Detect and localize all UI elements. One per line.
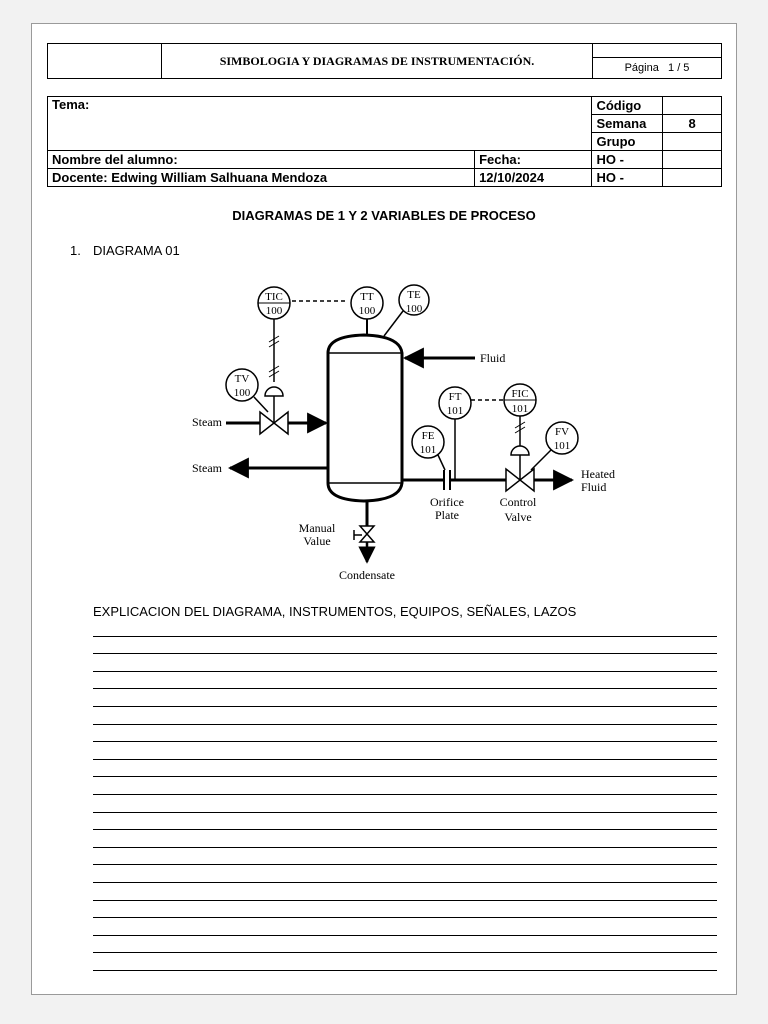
alumno-label: Nombre del alumno: [48, 151, 475, 169]
manual-label-2: Value [303, 534, 331, 548]
fic-instrument [504, 384, 536, 416]
tic-number: 100 [265, 305, 283, 317]
answer-line[interactable] [93, 795, 717, 813]
diagram-01-heading [70, 243, 180, 258]
section-title: DIAGRAMA 01 [93, 243, 180, 258]
ft-number: 101 [446, 405, 464, 417]
manual-label-1: Manual [298, 521, 336, 535]
codigo-label: Código [592, 97, 663, 115]
control-label-1: Control [499, 495, 537, 509]
fv-number: 101 [553, 440, 571, 452]
grupo-value[interactable] [663, 133, 722, 151]
vessel [328, 335, 402, 501]
answer-line[interactable] [93, 918, 717, 936]
tic-instrument [258, 287, 290, 319]
codigo-value[interactable] [663, 97, 722, 115]
tv-code: TV [234, 373, 250, 385]
semana-value: 8 [663, 115, 722, 133]
semana-label: Semana [592, 115, 663, 133]
ho1-label: HO - [592, 151, 663, 169]
answer-line[interactable] [93, 760, 717, 778]
grupo-label: Grupo [592, 133, 663, 151]
ho2-value[interactable] [663, 169, 722, 187]
explanation-title: EXPLICACION DEL DIAGRAMA, INSTRUMENTOS, EQUIPOS, SEÑALES, LAZOS [93, 604, 577, 619]
tt-instrument [351, 287, 383, 319]
answer-line[interactable] [93, 936, 717, 954]
tt-number: 100 [358, 305, 376, 317]
heated-label-2: Fluid [581, 480, 607, 494]
fluid-label: Fluid [480, 351, 506, 365]
section-heading: DIAGRAMAS DE 1 Y 2 VARIABLES DE PROCESO [232, 208, 536, 223]
answer-line[interactable] [93, 901, 717, 919]
fe-code: FE [421, 430, 435, 442]
answer-line[interactable] [93, 777, 717, 795]
header-blank-cell [593, 44, 722, 58]
orifice-label-2: Plate [435, 508, 459, 522]
ho1-value[interactable] [663, 151, 722, 169]
answer-line[interactable] [93, 813, 717, 831]
section-number: 1. [70, 243, 81, 258]
te-number: 100 [405, 303, 423, 315]
ft-instrument [439, 387, 471, 419]
document-header [47, 43, 722, 79]
fic-number: 101 [511, 403, 529, 415]
tv-actuator [265, 387, 283, 396]
steam-in-label: Steam [192, 415, 222, 429]
tv-instrument [226, 369, 258, 401]
ho2-label: HO - [592, 169, 663, 187]
answer-line[interactable] [93, 725, 717, 743]
fv-instrument [546, 422, 578, 454]
condensate-label: Condensate [339, 568, 395, 582]
control-label-2: Valve [504, 510, 532, 524]
pid-diagram [180, 278, 630, 588]
fv-code: FV [554, 426, 570, 438]
answer-line[interactable] [93, 689, 717, 707]
ft-code: FT [448, 391, 462, 403]
answer-line[interactable] [93, 619, 717, 637]
fe-instrument [412, 426, 444, 458]
answer-line[interactable] [93, 637, 717, 655]
fecha-label: Fecha: [475, 151, 592, 169]
steam-out-label: Steam [192, 461, 222, 475]
answer-line[interactable] [93, 953, 717, 971]
answer-line[interactable] [93, 707, 717, 725]
tv-number: 100 [233, 387, 251, 399]
docente-label: Docente: Edwing William Salhuana Mendoza [48, 169, 475, 187]
heated-label-1: Heated [581, 467, 615, 481]
fecha-value: 12/10/2024 [475, 169, 592, 187]
answer-line[interactable] [93, 742, 717, 760]
fv-actuator [511, 446, 529, 455]
tema-cell: Tema: [48, 97, 592, 151]
answer-line[interactable] [93, 865, 717, 883]
student-info-table [47, 96, 722, 187]
fe-number: 101 [419, 444, 437, 456]
answer-line[interactable] [93, 883, 717, 901]
answer-lines[interactable] [93, 619, 717, 971]
document-title: SIMBOLOGIA Y DIAGRAMAS DE INSTRUMENTACIÓN. [162, 44, 593, 79]
page-indicator: Página 1 / 5 [593, 58, 722, 79]
logo-cell [48, 44, 162, 79]
answer-line[interactable] [93, 672, 717, 690]
te-instrument [399, 285, 429, 315]
tic-code: TIC [265, 291, 283, 303]
orifice-label-1: Orifice [430, 495, 464, 509]
tt-code: TT [360, 291, 374, 303]
te-code: TE [407, 289, 421, 301]
fic-code: FIC [511, 388, 529, 400]
answer-line[interactable] [93, 654, 717, 672]
answer-line[interactable] [93, 848, 717, 866]
manual-valve [360, 526, 374, 542]
answer-line[interactable] [93, 830, 717, 848]
